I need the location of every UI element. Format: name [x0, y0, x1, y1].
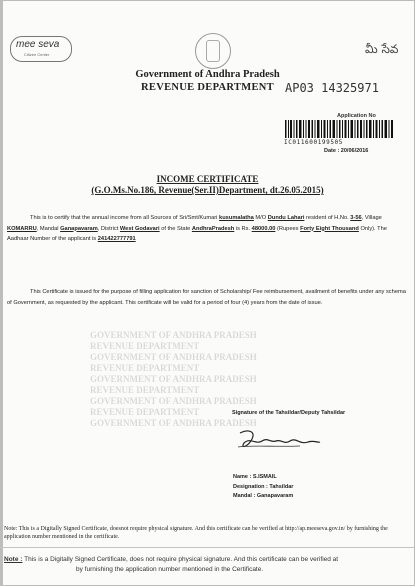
government-heading: Government of Andhra Pradesh [135, 69, 280, 80]
officer-mandal: Mandal : Ganapavaram [233, 493, 294, 499]
income-amount-words: Forty Eight Thousand [300, 225, 359, 232]
watermark [90, 330, 320, 440]
purpose-paragraph: This Certificate is issued for the purpose of filling application for sanction of Scholarship/ Fee reimbursement, availment of benefits under any schema of Government, as requested by the applicant. This certificate will be valid for a period of four (4) years from the date of issue. [7, 289, 406, 306]
district-name: West Godavari [119, 225, 160, 232]
watermark-line: REVENUE DEPARTMENT [90, 363, 200, 373]
aadhaar-number: 241422777791 [97, 236, 136, 243]
state-emblem-icon [195, 33, 231, 69]
emblem-pillar [206, 40, 220, 62]
officer-name: Name : S.ISMAIL [233, 474, 277, 480]
watermark-line: GOVERNMENT OF ANDHRA PRADESH [90, 396, 257, 406]
divider [0, 547, 415, 548]
logo-text: mee seva [16, 39, 60, 50]
text-run: , Village [361, 215, 382, 221]
officer-details [233, 473, 293, 502]
house-number: 3-56 [350, 215, 362, 221]
text-run: This is to certify that the annual income from all Sources of Sri/Smt/Kumari [30, 215, 218, 221]
issue-date: Date : 20/06/2016 [324, 148, 369, 154]
signature-label: Signature of the Tahsildar/Deputy Tahsildar [232, 410, 346, 416]
footer-note [4, 555, 412, 575]
meeseva-telugu-logo: మీ సేవ [365, 42, 399, 56]
officer-designation: Designation : Tahsildar [233, 483, 294, 490]
watermark-line: REVENUE DEPARTMENT [90, 407, 200, 417]
text-run: (Rupees [277, 225, 299, 232]
meeseva-logo [10, 36, 72, 62]
village-name: KOMARRU [7, 225, 37, 232]
application-number: IC011600199505 [284, 139, 343, 146]
text-run: resident of H.No. [306, 215, 349, 221]
application-no-label: Application No [337, 113, 376, 119]
watermark-line: GOVERNMENT OF ANDHRA PRADESH [90, 330, 257, 340]
text-run: M/O [255, 215, 267, 221]
text-run: , District [97, 225, 119, 232]
certificate-title: INCOME CERTIFICATE [156, 174, 259, 184]
state-name: AndhraPradesh [191, 225, 235, 232]
watermark-line: REVENUE DEPARTMENT [90, 341, 200, 351]
department-heading: REVENUE DEPARTMENT [141, 82, 274, 93]
text-run: is Rs. [235, 225, 251, 232]
income-amount: 48000.00 [251, 225, 276, 232]
note-line-1: This is a Digitally Signed Certificate, does not require physical signature. And this certificate can be verified at [24, 556, 339, 563]
note-label: Note : [4, 556, 23, 563]
text-run: Only). The Aadhaar Number of the applicant is [7, 225, 387, 243]
text-run: , Mandal [36, 225, 59, 232]
applicant-name: kusumalatha [219, 215, 254, 221]
digital-signature-note: Note: This is a Digitally Signed Certificate, doesnot require physical signature. And this certificate can be verified at http://ap.meeseva.gov.in/ by furnishing the application number mentioned in the certificate. [4, 526, 388, 540]
mandal-name: Ganapavaram [60, 225, 98, 232]
watermark-line: GOVERNMENT OF ANDHRA PRADESH [90, 374, 257, 384]
certification-paragraph [7, 213, 409, 245]
watermark-line: REVENUE DEPARTMENT [90, 385, 200, 395]
certificate-subtitle: (G.O.Ms.No.186, Revenue(Ser.II)Department, dt.26.05.2015) [91, 185, 324, 195]
watermark-line: GOVERNMENT OF ANDHRA PRADESH [90, 352, 257, 362]
barcode-icon [285, 120, 393, 138]
watermark-line: GOVERNMENT OF ANDHRA PRADESH [90, 418, 257, 428]
relation-name: Dundu Lahari [267, 215, 305, 221]
logo-tagline: Citizen Center [24, 52, 50, 57]
note-line-2: by furnishing the application number mentioned in the Certificate. [76, 566, 264, 573]
text-run: of the State [161, 225, 191, 232]
serial-number: AP03 14325971 [285, 81, 379, 95]
handwritten-signature [234, 425, 324, 455]
